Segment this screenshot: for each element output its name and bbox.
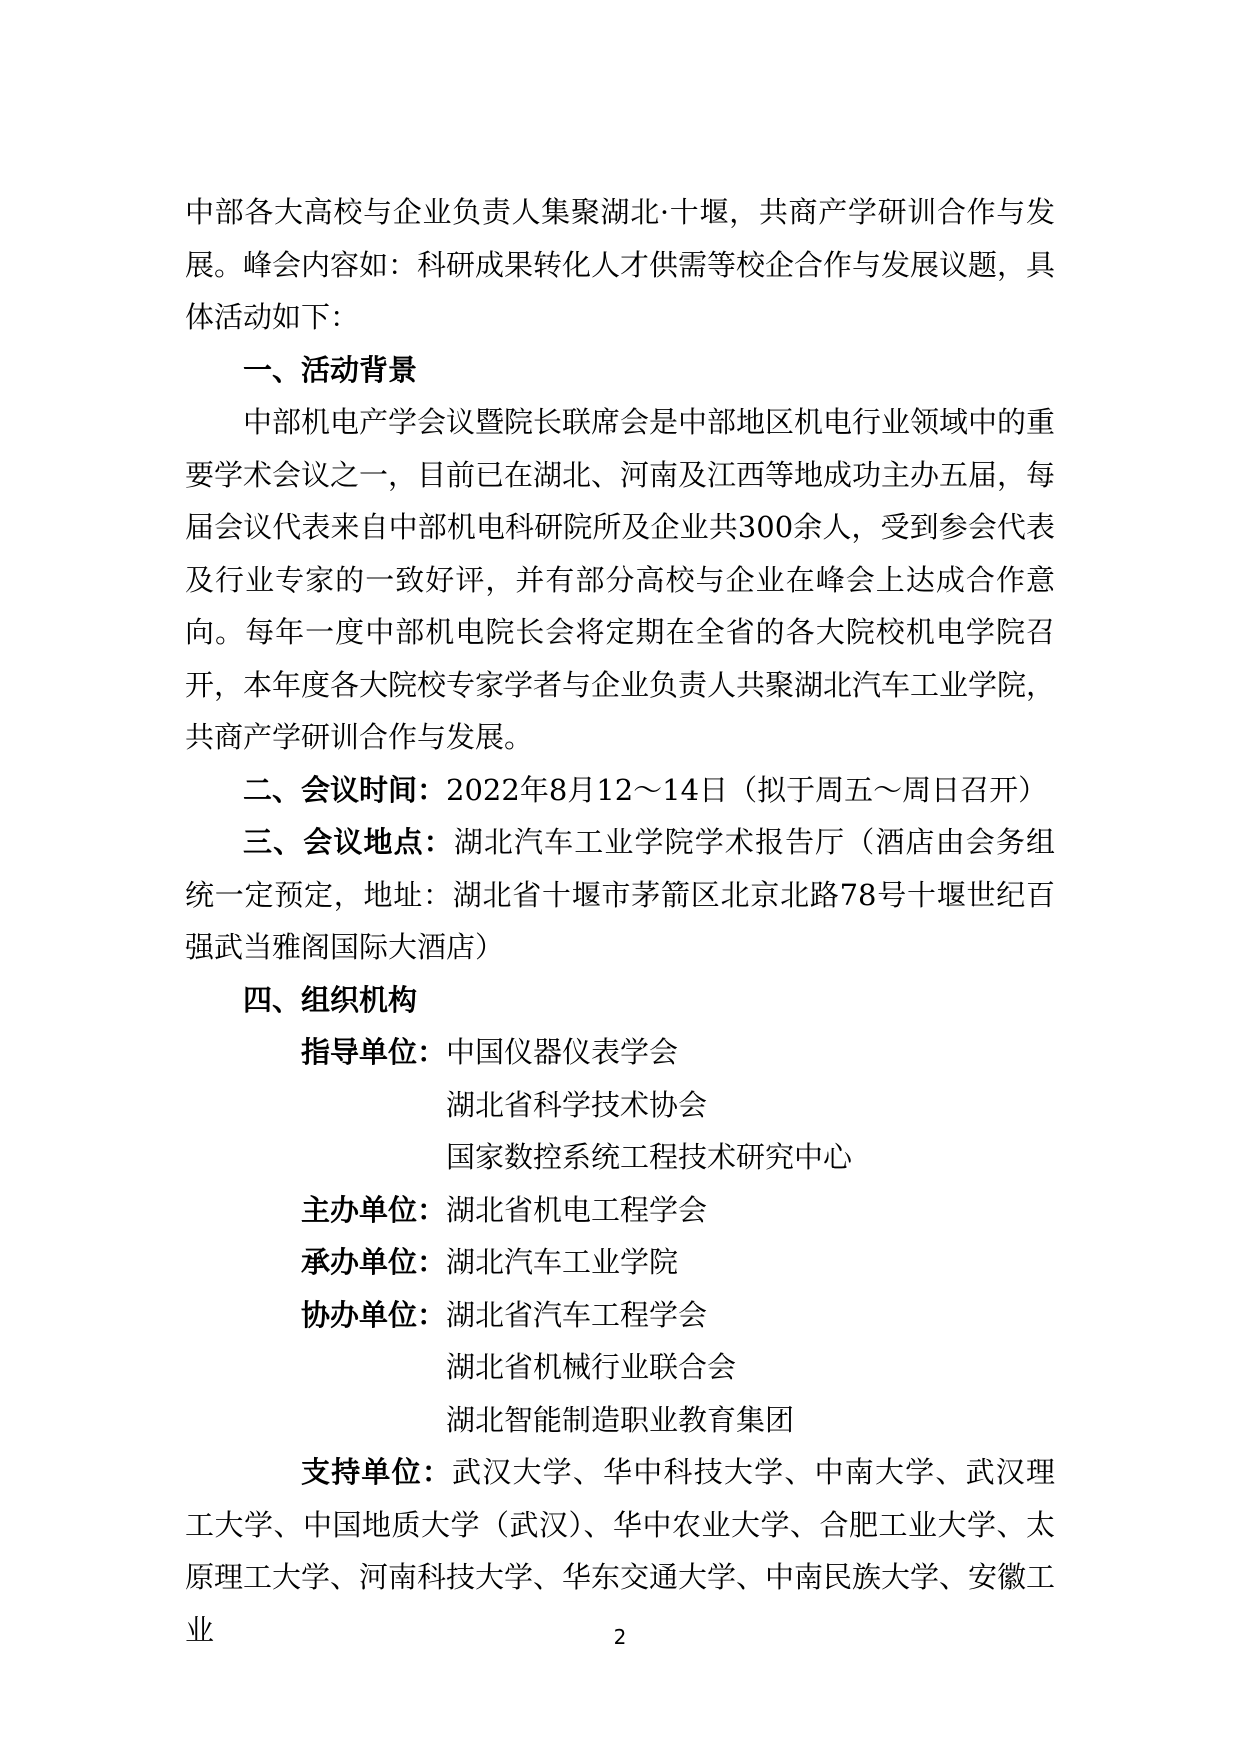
guide-unit-item: 国家数控系统工程技术研究中心 [446,1140,853,1174]
support-unit-value: 武汉大学、华中科技大学、中南大学、武汉理工大学、中国地质大学（武汉）、华中农业大学、合肥工业大学、太原理工大学、河南科技大学、华东交通大学、中南民族大学、安徽工业 [185,1455,1056,1647]
coorganizer-unit-row [185,1289,1055,1447]
section-background-body: 中部机电产学会议暨院长联席会是中部地区机电行业领域中的重要学术会议之一，目前已在湖北、河南及江西等地成功主办五届，每届会议代表来自中部机电科研院所及企业共300余人，受到参会代表及行业专家的一致好评，并有部分高校与企业在峰会上达成合作意向。每年一度中部机电院长会将定期在全省的各大院校机电学院召开，本年度各大院校专家学者与企业负责人共聚湖北汽车工业学院，共商产学研训合作与发展。 [185,405,1056,754]
meeting-location-value: 湖北汽车工业学院学术报告厅（酒店由会务组统一定预定，地址：湖北省十堰市茅箭区北京北路78号十堰世纪百强武当雅阁国际大酒店） [185,825,1055,964]
coorganizer-unit-item: 湖北省汽车工程学会 [446,1297,708,1332]
support-unit-label: 支持单位： [301,1455,453,1489]
meeting-time-line [185,764,1055,817]
guide-unit-list [446,1026,852,1184]
coorganizer-unit-item: 湖北智能制造职业教育集团 [446,1402,795,1437]
coorganizer-unit-label: 协办单位： [301,1297,447,1332]
organizer-unit-label: 承办单位： [301,1245,447,1279]
document-page [185,186,1055,1656]
meeting-time-value: 2022年8月12～14日（拟于周五～周日召开） [446,772,1048,807]
guide-unit-label: 指导单位： [301,1035,447,1069]
meeting-location-line [185,816,1055,974]
page-number: 2 [613,1625,627,1649]
host-unit-row [185,1184,1055,1237]
host-unit-item: 湖北省机电工程学会 [446,1192,708,1227]
guide-unit-item: 湖北省科学技术协会 [446,1087,708,1122]
section-background-heading: 一、活动背景 [243,352,418,387]
organization-heading: 四、组织机构 [243,982,418,1017]
organizer-unit-list [446,1236,678,1289]
meeting-location-label: 三、会议地点： [243,825,454,859]
guide-unit-item: 中国仪器仪表学会 [446,1035,679,1069]
intro-paragraph: 中部各大高校与企业负责人集聚湖北·十堰，共商产学研训合作与发展。峰会内容如：科研成果转化人才供需等校企合作与发展议题，具体活动如下： [185,195,1056,334]
host-unit-label: 主办单位： [301,1192,447,1227]
coorganizer-unit-item: 湖北省机械行业联合会 [446,1350,737,1384]
meeting-time-label: 二、会议时间： [243,772,447,807]
organizer-unit-row [185,1236,1055,1289]
host-unit-list [446,1184,707,1237]
coorganizer-unit-list [446,1289,794,1447]
organizer-unit-item: 湖北汽车工业学院 [446,1245,679,1279]
guide-unit-row [185,1026,1055,1184]
